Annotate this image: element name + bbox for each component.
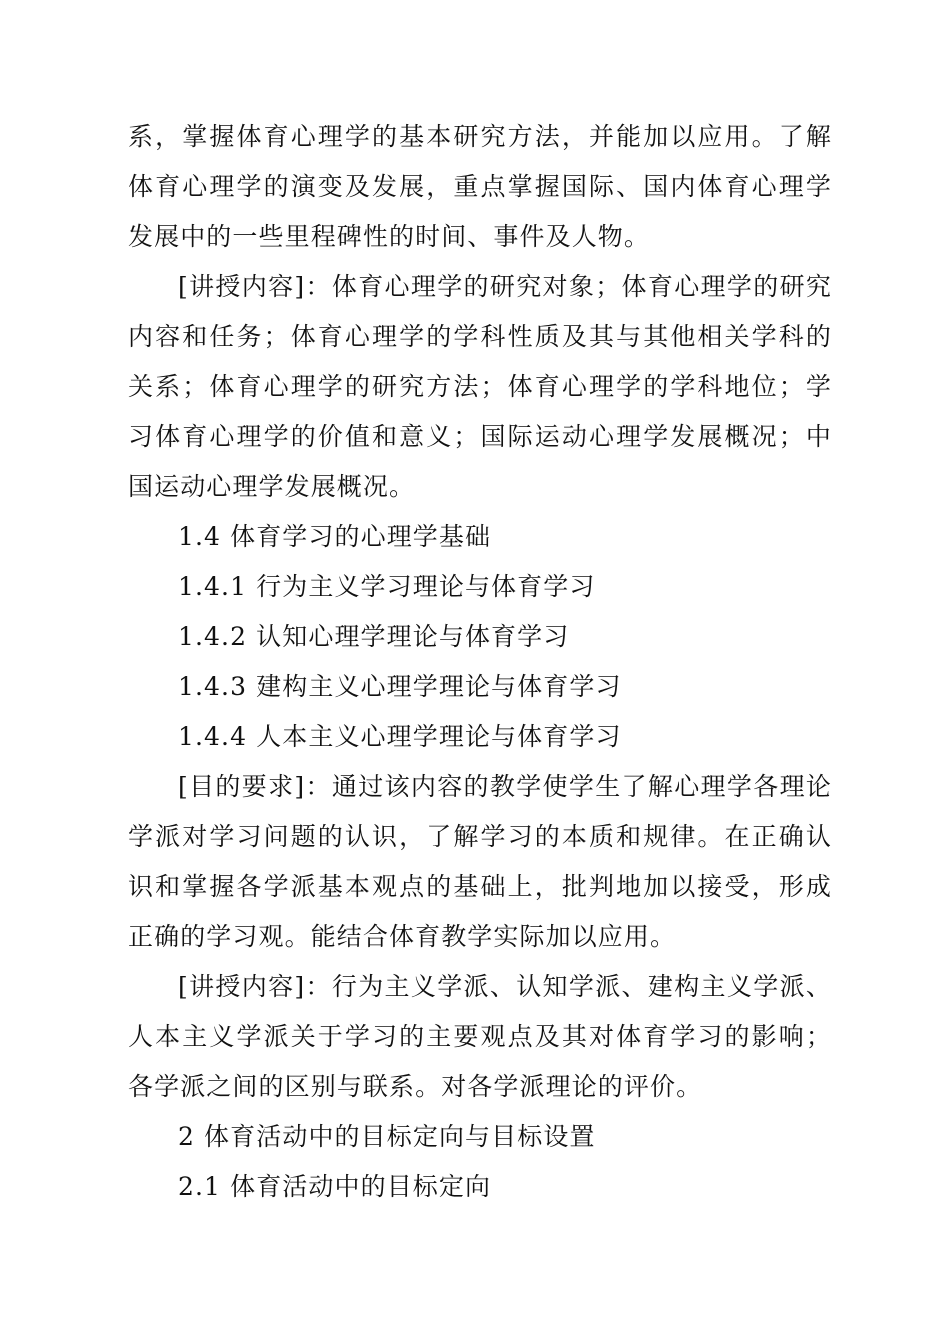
section-heading-2-1: 2.1 体育活动中的目标定向 bbox=[178, 1172, 492, 1201]
paragraph-teaching-content-1: [讲授内容]：体育心理学的研究对象；体育心理学的研究内容和任务；体育心理学的学科性质及其与其他相关学科的关系；体育心理学的研究方法；体育心理学的学科地位；学习体育心理学的价值和意义；国际运动心理学发展概况；中国运动心理学发展概况。 bbox=[128, 272, 832, 501]
section-heading-1-4-3: 1.4.3 建构主义心理学理论与体育学习 bbox=[178, 672, 622, 701]
document-page bbox=[128, 112, 832, 1212]
section-heading-1-4-2: 1.4.2 认知心理学理论与体育学习 bbox=[178, 622, 570, 651]
section-heading-1-4-4: 1.4.4 人本主义心理学理论与体育学习 bbox=[178, 722, 622, 751]
paragraph-continued: 系，掌握体育心理学的基本研究方法，并能加以应用。了解体育心理学的演变及发展，重点掌握国际、国内体育心理学发展中的一些里程碑性的时间、事件及人物。 bbox=[128, 122, 832, 251]
paragraph-teaching-content-2: [讲授内容]：行为主义学派、认知学派、建构主义学派、人本主义学派关于学习的主要观点及其对体育学习的影响；各学派之间的区别与联系。对各学派理论的评价。 bbox=[128, 972, 832, 1101]
section-heading-2: 2 体育活动中的目标定向与目标设置 bbox=[178, 1122, 596, 1151]
paragraph-objectives: [目的要求]：通过该内容的教学使学生了解心理学各理论学派对学习问题的认识，了解学习的本质和规律。在正确认识和掌握各学派基本观点的基础上，批判地加以接受，形成正确的学习观。能结合体育教学实际加以应用。 bbox=[128, 772, 832, 951]
section-heading-1-4-1: 1.4.1 行为主义学习理论与体育学习 bbox=[178, 572, 596, 601]
section-heading-1-4: 1.4 体育学习的心理学基础 bbox=[178, 522, 492, 551]
